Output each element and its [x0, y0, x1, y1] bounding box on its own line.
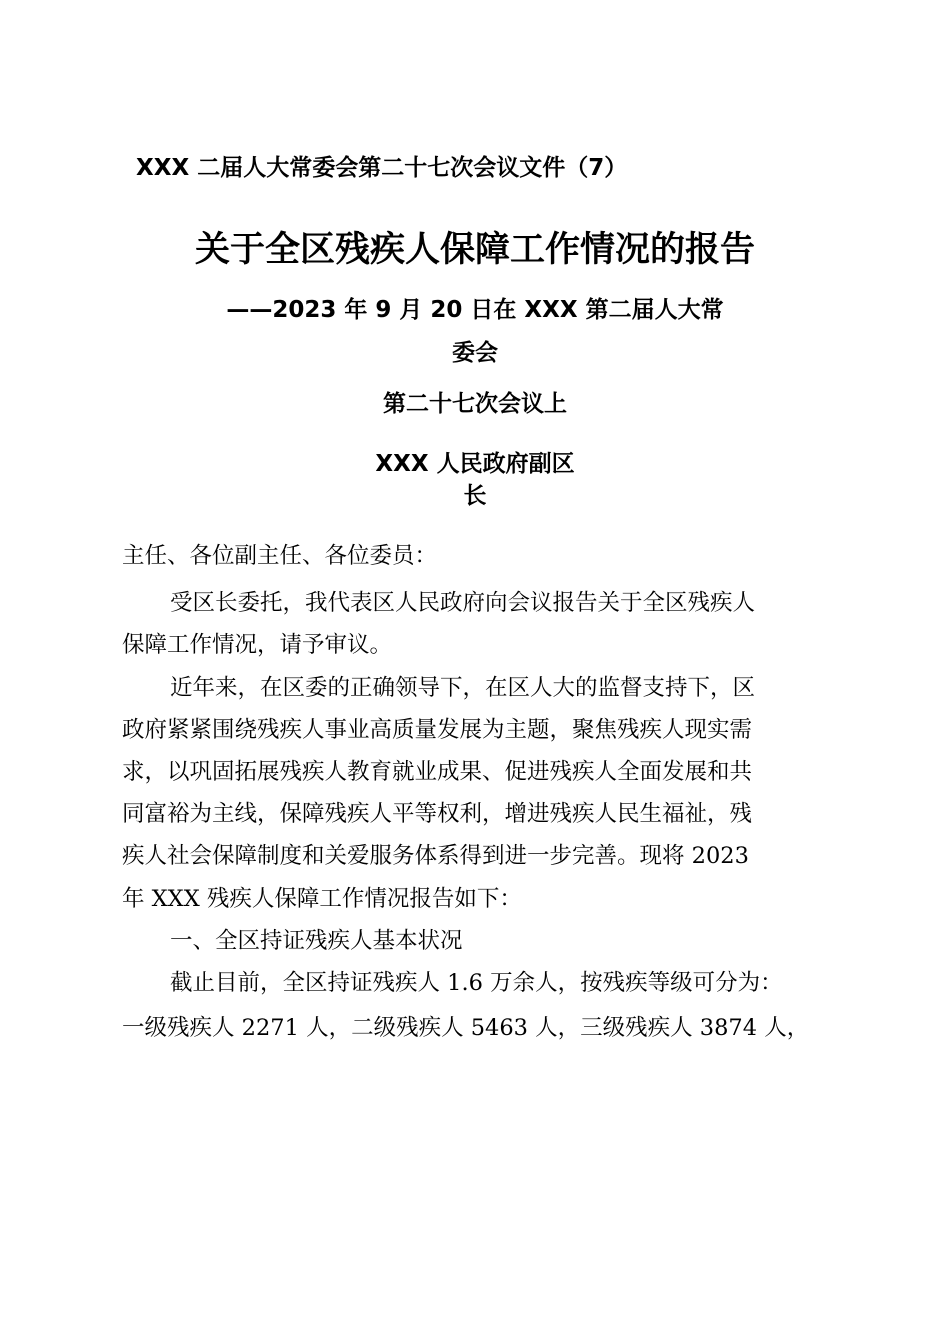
paragraph-line: 截止目前，全区持证残疾人 1.6 万余人，按残疾等级可分为：: [170, 970, 783, 996]
salutation: 主任、各位副主任、各位委员：: [122, 543, 438, 569]
subtitle-line: 第二十七次会议上: [383, 391, 567, 417]
paragraph-line: 求，以巩固拓展残疾人教育就业成果、促进残疾人全面发展和共: [122, 759, 753, 785]
report-title: 关于全区残疾人保障工作情况的报告: [194, 229, 755, 270]
paragraph-line: 近年来，在区委的正确领导下，在区人大的监督支持下，区: [170, 675, 756, 701]
document-number: XXX 二届人大常委会第二十七次会议文件（7）: [136, 155, 628, 181]
paragraph-line: 年 XXX 残疾人保障工作情况报告如下：: [122, 886, 522, 912]
paragraph-line: 政府紧紧围绕残疾人事业高质量发展为主题，聚焦残疾人现实需: [122, 717, 753, 743]
speaker-title: XXX 人民政府副区: [375, 451, 575, 477]
paragraph-line: 疾人社会保障制度和关爱服务体系得到进一步完善。现将 2023: [122, 843, 749, 869]
subtitle-line: 委会: [452, 340, 498, 366]
paragraph-line: 保障工作情况，请予审议。: [122, 632, 393, 658]
paragraph-line: 一级残疾人 2271 人，二级残疾人 5463 人，三级残疾人 3874 人，: [122, 1015, 810, 1041]
paragraph-line: 受区长委托，我代表区人民政府向会议报告关于全区残疾人: [170, 590, 756, 616]
section-heading: 一、全区持证残疾人基本状况: [170, 928, 463, 954]
speaker-title: 长: [463, 483, 487, 509]
subtitle-line: ——2023 年 9 月 20 日在 XXX 第二届人大常: [226, 297, 724, 323]
paragraph-line: 同富裕为主线，保障残疾人平等权利，增进残疾人民生福祉，残: [122, 801, 753, 827]
